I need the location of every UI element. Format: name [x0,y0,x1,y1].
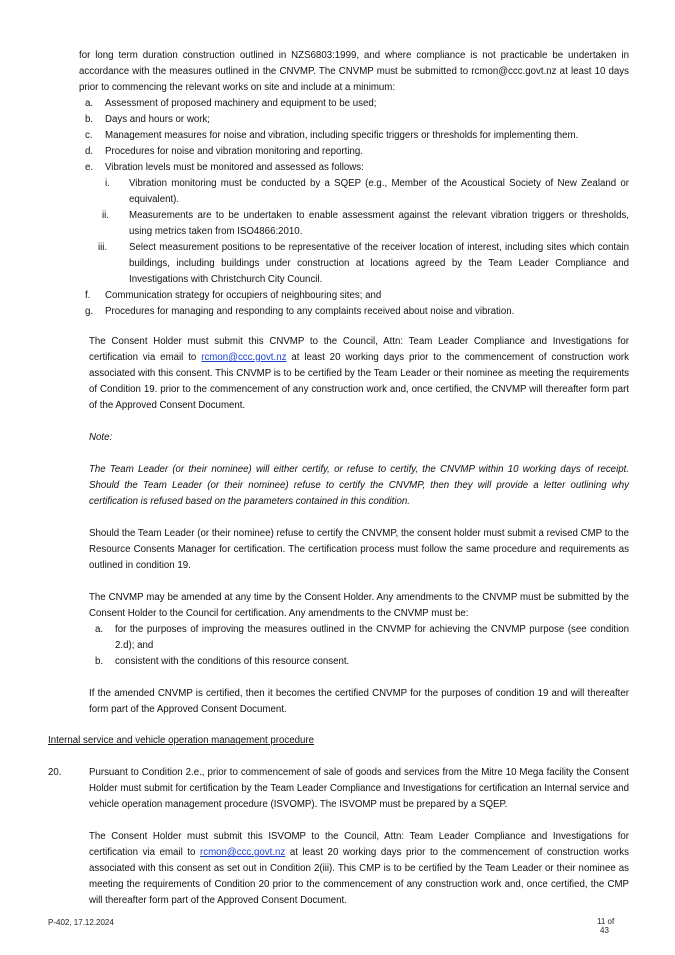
paragraph-text: The Consent Holder must submit this CNVMP to the Council, Attn: Team Leader Compliance and Investigations for certification via email to [89,336,629,363]
paragraph-text: at least 20 working days prior to the commencement of construction works associated with this consent as set out in Condition 2(iii). This CMP is to be certified by the Team Leader or their nominee as meeting the requirements of Condition 20 prior to the commencement of any construction work and, once certified, the CMP will thereafter form part of the Approved Consent Document. [89,847,629,906]
list-marker: d. [85,146,94,157]
list-item [79,288,629,304]
amendment-list [89,622,629,670]
list-item [79,304,629,320]
list-marker: i. [105,178,110,189]
list-marker: a. [95,624,104,635]
list-item-text: consistent with the conditions of this resource consent. [115,656,350,667]
list-marker: b. [85,114,94,125]
footer-page-total: 43 [600,926,609,935]
cnvmp-submission-paragraph [89,334,629,414]
list-item-text: Management measures for noise and vibration, including specific triggers or thresholds for implementing them. [105,130,579,141]
footer-page-number: 11 of [597,917,615,926]
list-item-text: Assessment of proposed machinery and equipment to be used; [105,98,377,109]
section-heading: Internal service and vehicle operation management procedure [48,735,315,746]
list-item-text: Procedures for managing and responding to any complaints received about noise and vibration. [105,306,515,317]
list-item-text: Procedures for noise and vibration monitoring and reporting. [105,146,363,157]
sublist-item [79,176,629,208]
paragraph-text: at least 20 working days prior to the commencement of construction work associated with this consent. This CNVMP is to be certified by the Team Leader or their nominee as meeting the requirements of Condition 19. prior to the commencement of any construction work and, once certified, the CNVMP will thereafter form part of the Approved Consent Document. [89,352,629,411]
certified-paragraph: If the amended CNVMP is certified, then it becomes the certified CNVMP for the purposes of condition 19 and will thereafter form part of the Approved Consent Document. [89,688,629,715]
list-item-text: Select measurement positions to be representative of the receiver location of interest, including sites which contain buildings, including buildings under construction at locations agreed by the Team Leader Compliance and Investigations with Christchurch City Council. [129,242,629,285]
list-marker: b. [95,656,104,667]
sublist-item [79,240,629,288]
sublist-item [79,208,629,240]
list-marker: f. [85,290,91,301]
condition-number: 20. [48,767,62,778]
cnvmp-requirements-list [79,96,629,176]
list-marker: e. [85,162,94,173]
list-item [79,112,629,128]
condition-20-text: Pursuant to Condition 2.e., prior to commencement of sale of goods and services from the Mitre 10 Mega facility the Consent Holder must submit for certification by the Team Leader Compliance and Investigations for certification an Internal service and vehicle operation management procedure (ISVOMP). The ISVOMP must be prepared by a SQEP. [89,767,629,810]
list-item [79,160,629,176]
intro-paragraph: for long term duration construction outlined in NZS6803:1999, and where compliance is not practicable be undertaken in accordance with the measures outlined in the CNVMP. The CNVMP must be submitted to rcmon@ccc.govt.nz at least 10 days prior to commencing the relevant works on site and include at a minimum: [79,50,629,93]
list-marker: ii. [102,210,109,221]
note-text: The Team Leader (or their nominee) will either certify, or refuse to certify, the CNVMP within 10 working days of receipt. Should the Team Leader (or their nominee) refuse to certify the CNVMP, then they will provide a letter outlining why certification is refused based on the parameters contained in this condition. [89,464,629,507]
list-item [89,654,629,670]
list-marker: g. [85,306,94,317]
list-item-text: for the purposes of improving the measures outlined in the CNVMP for achieving the CNVMP purpose (see condition 2.d); and [115,624,629,651]
vibration-monitoring-sublist [79,176,629,288]
amendment-paragraph: The CNVMP may be amended at any time by the Consent Holder. Any amendments to the CNVMP must be submitted by the Consent Holder to the Council for certification. Any amendments to the CNVMP must be: [89,592,629,619]
email-link[interactable]: rcmon@ccc.govt.nz [201,352,287,363]
paragraph-text: The Consent Holder must submit this ISVOMP to the Council, Attn: Team Leader Compliance and Investigations for certification via email to [89,831,629,858]
list-marker: iii. [98,242,108,253]
communication-list [79,288,629,320]
list-item-text: Communication strategy for occupiers of neighbouring sites; and [105,290,382,301]
refusal-paragraph: Should the Team Leader (or their nominee) refuse to certify the CNVMP, the consent holder must submit a revised CMP to the Resource Consents Manager for certification. The certification process must follow the same procedure and requirements as outlined in condition 19. [89,528,629,571]
list-item [89,622,629,654]
list-item [79,144,629,160]
list-item-text: Days and hours or work; [105,114,210,125]
email-link[interactable]: rcmon@ccc.govt.nz [200,847,286,858]
list-item-text: Measurements are to be undertaken to enable assessment against the relevant vibration triggers or thresholds, using metrics taken from ISO4866:2010. [129,210,629,237]
list-item [79,128,629,144]
isvomp-submission-paragraph [89,829,629,909]
list-item-text: Vibration levels must be monitored and assessed as follows: [105,162,364,173]
list-item-text: Vibration monitoring must be conducted by a SQEP (e.g., Member of the Acoustical Society of New Zealand or equivalent). [129,178,629,205]
list-marker: a. [85,98,94,109]
note-label: Note: [89,432,113,443]
list-marker: c. [85,130,93,141]
footer-doc-ref: P-402, 17.12.2024 [48,918,114,927]
list-item [79,96,629,112]
